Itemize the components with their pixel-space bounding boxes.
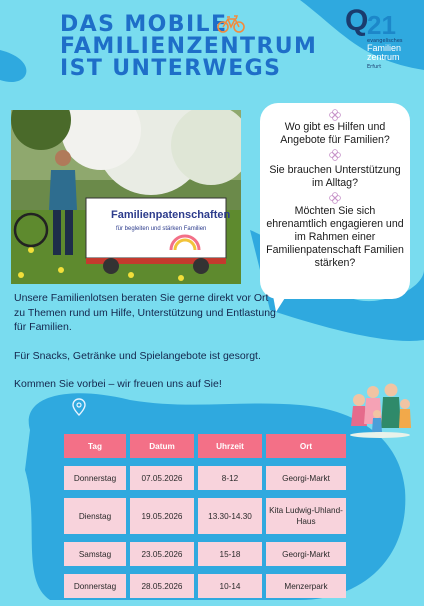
cell-day: Dienstag [64, 498, 126, 534]
cell-place: Kita Ludwig-Uhland-Haus [266, 498, 346, 534]
q21-logo [345, 6, 417, 74]
cell-place: Menzerpark [266, 574, 346, 598]
table-header-row [64, 434, 346, 458]
header-ort: Ort [266, 434, 346, 458]
cell-date: 28.05.2026 [130, 574, 194, 598]
cell-place: Georgi-Markt [266, 542, 346, 566]
body-paragraph-3: Kommen Sie vorbei – wir freuen uns auf Sie! [14, 378, 222, 390]
header-tag: Tag [64, 434, 126, 458]
bubble-text [263, 109, 407, 270]
table-row [64, 498, 346, 534]
cell-time: 10-14 [198, 574, 262, 598]
cell-day: Donnerstag [64, 466, 126, 490]
logo-name [367, 44, 401, 62]
question-1: Wo gibt es Hilfen und Angebote für Familien? [280, 121, 390, 146]
cell-time: 15-18 [198, 542, 262, 566]
logo-number: 21 [367, 10, 396, 40]
logo-city: Erfurt [367, 64, 382, 70]
family-illustration [345, 378, 415, 440]
page-title [60, 14, 320, 80]
cell-place: Georgi-Markt [266, 466, 346, 490]
body-text [14, 291, 279, 392]
body-paragraph-1: Unsere Familienlotsen beraten Sie gerne direkt vor Ort zu Themen rund um Hilfe, Unterstützung und Entlastung für Familien. [14, 292, 276, 333]
banner-subtitle: für begleiten und stärken Familien [116, 226, 207, 232]
logo-name-line-2: zentrum [367, 52, 400, 62]
flower-icon [329, 109, 341, 121]
body-paragraph-2: Für Snacks, Getränke und Spielangebote ist gesorgt. [14, 349, 261, 362]
header-uhrzeit: Uhrzeit [198, 434, 262, 458]
question-2: Sie brauchen Unterstützung im Alltag? [269, 164, 401, 189]
title-line-2: FAMILIENZENTRUM [60, 34, 318, 59]
header-datum: Datum [130, 434, 194, 458]
question-3: Möchten Sie sich ehrenamtlich engagieren und im Rahmen einer Familienpatenschaft Familien stärken? [266, 205, 404, 269]
title-line-3: IST UNTERWEGS [60, 56, 282, 81]
cell-date: 23.05.2026 [130, 542, 194, 566]
event-photo [11, 110, 241, 284]
schedule-table [60, 426, 350, 606]
location-pin-icon [72, 398, 86, 416]
table-row [64, 574, 346, 598]
table-row [64, 466, 346, 490]
title-line-1: DAS MOBILE [60, 12, 228, 37]
logo-name-line-1: Familien [367, 43, 402, 53]
cell-day: Samstag [64, 542, 126, 566]
cell-time: 13.30-14.30 [198, 498, 262, 534]
flower-icon [329, 149, 341, 161]
cell-time: 8-12 [198, 466, 262, 490]
logo-tagline: evangelisches [367, 38, 403, 44]
logo-mark: Q [345, 4, 369, 37]
bicycle-icon [217, 14, 245, 34]
cell-date: 07.05.2026 [130, 466, 194, 490]
banner-title: Familienpatenschaften [111, 209, 231, 221]
flower-icon [329, 192, 341, 204]
cell-date: 19.05.2026 [130, 498, 194, 534]
table-row [64, 542, 346, 566]
cell-day: Donnerstag [64, 574, 126, 598]
